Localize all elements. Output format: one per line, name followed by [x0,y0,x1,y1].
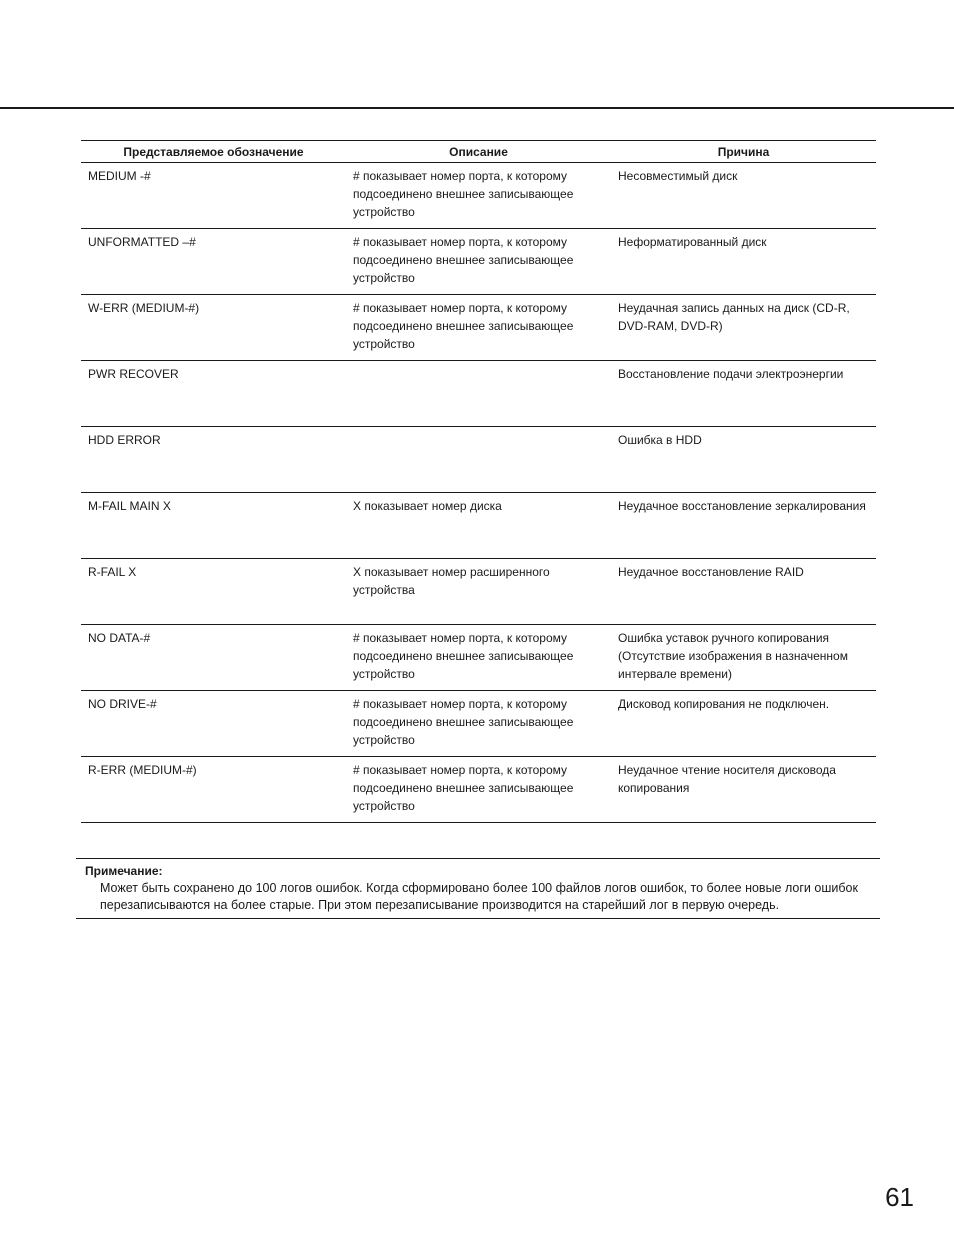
cell-code: NO DRIVE-# [81,691,346,757]
cell-description: # показывает номер порта, к которому подсоединено внешнее записывающее устройство [346,625,611,691]
cell-code: R-ERR (MEDIUM-#) [81,757,346,823]
cell-cause: Неудачное восстановление зеркалирования [611,493,876,559]
page-number: 61 [885,1182,914,1212]
cell-description: # показывает номер порта, к которому подсоединено внешнее записывающее устройство [346,295,611,361]
table-row [81,691,876,757]
cell-code: W-ERR (MEDIUM-#) [81,295,346,361]
cell-description [346,361,611,427]
cell-cause: Восстановление подачи электроэнергии [611,361,876,427]
table-row [81,163,876,229]
table-header-row [81,141,876,163]
table-row [81,757,876,823]
header-cause: Причина [611,141,876,163]
cell-description: # показывает номер порта, к которому подсоединено внешнее записывающее устройство [346,229,611,295]
cell-code: PWR RECOVER [81,361,346,427]
cell-description: X показывает номер расширенного устройства [346,559,611,625]
table-row [81,559,876,625]
cell-description: # показывает номер порта, к которому подсоединено внешнее записывающее устройство [346,757,611,823]
top-rule [0,107,954,109]
cell-description: # показывает номер порта, к которому подсоединено внешнее записывающее устройство [346,163,611,229]
header-code: Представляемое обозначение [81,141,346,163]
cell-code: HDD ERROR [81,427,346,493]
cell-code: R-FAIL X [81,559,346,625]
table-row [81,361,876,427]
table-row [81,427,876,493]
cell-code: M-FAIL MAIN X [81,493,346,559]
cell-cause: Неудачное чтение носителя дисковода копирования [611,757,876,823]
cell-cause: Неудачная запись данных на диск (CD-R, DVD-RAM, DVD-R) [611,295,876,361]
cell-cause: Ошибка в HDD [611,427,876,493]
cell-cause: Неформатированный диск [611,229,876,295]
note-block [76,858,880,919]
cell-cause: Дисковод копирования не подключен. [611,691,876,757]
table-row [81,229,876,295]
note-title: Примечание: [85,864,163,878]
table-row [81,625,876,691]
cell-code: UNFORMATTED –# [81,229,346,295]
cell-code: MEDIUM -# [81,163,346,229]
cell-description: X показывает номер диска [346,493,611,559]
cell-description: # показывает номер порта, к которому подсоединено внешнее записывающее устройство [346,691,611,757]
cell-description [346,427,611,493]
error-log-table-wrapper [81,140,876,823]
error-log-table [81,140,876,823]
cell-code: NO DATA-# [81,625,346,691]
table-row [81,493,876,559]
header-description: Описание [346,141,611,163]
table-row [81,295,876,361]
cell-cause: Неудачное восстановление RAID [611,559,876,625]
cell-cause: Несовместимый диск [611,163,876,229]
cell-cause: Ошибка уставок ручного копирования (Отсутствие изображения в назначенном интервале времени) [611,625,876,691]
note-text: Может быть сохранено до 100 логов ошибок. Когда сформировано более 100 файлов логов ошибок, то более новые логи ошибок перезаписываются на более старые. При этом перезаписывание производится на старейший лог в первую очередь. [100,881,858,912]
